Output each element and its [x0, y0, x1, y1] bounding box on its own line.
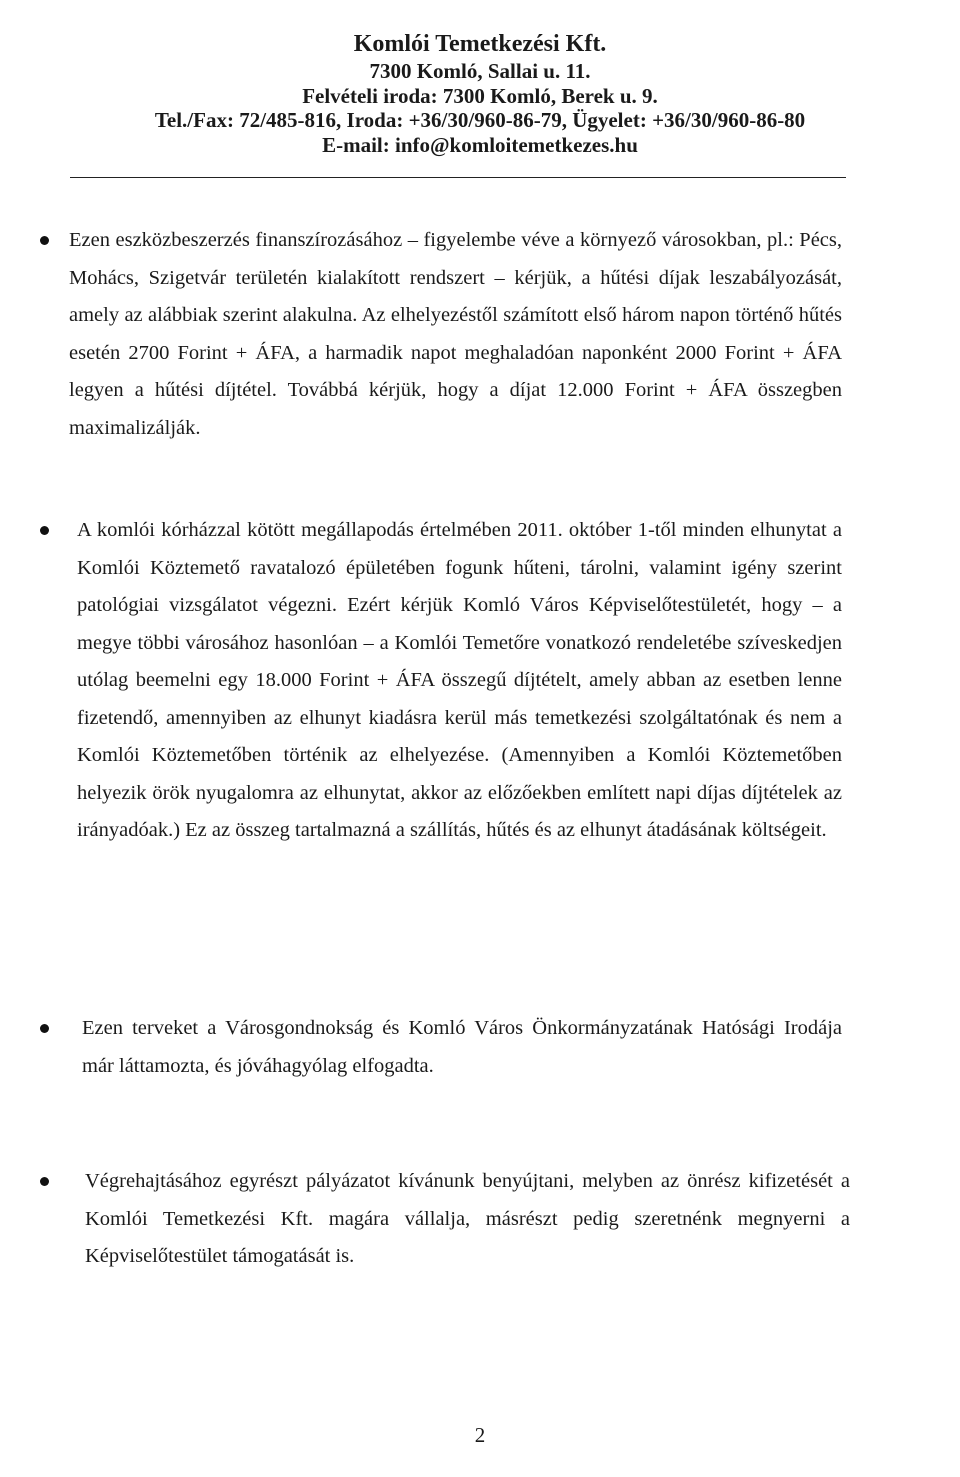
bullet-2-icon	[40, 526, 49, 535]
bullet-1-icon	[40, 236, 49, 245]
paragraph-cooling-fees: Ezen eszközbeszerzés finanszírozásához – figyelembe véve a környező városokban, pl.: Pécs, Mohács, Szigetvár területén kialakított rendszert – kérjük, a hűtési díjak leszabályozását, amely az alábbiak szerint alakulna. Az elhelyezéstől számított első három napon történő hűtés esetén 2700 Forint + ÁFA, a harmadik napot meghaladóan naponként 2000 Forint + ÁFA legyen a hűtési díjtétel. Továbbá kérjük, hogy a díjat 12.000 Forint + ÁFA összegben maximalizálják.	[69, 229, 842, 439]
email-address: E-mail: info@komloitemetkezes.hu	[322, 132, 638, 157]
office-address: Felvételi iroda: 7300 Komló, Berek u. 9.	[302, 83, 658, 108]
bullet-3-icon	[40, 1024, 49, 1033]
header-divider	[70, 177, 846, 178]
letterhead	[0, 30, 960, 157]
company-name: Komlói Temetkezési Kft.	[353, 31, 607, 57]
paragraph-approval: Ezen terveket a Városgondnokság és Komló Város Önkormányzatának Hatósági Irodája már láttamozta, és jóváhagyólag elfogadta.	[82, 1017, 842, 1077]
company-address: 7300 Komló, Sallai u. 11.	[369, 59, 591, 83]
bullet-4-icon	[40, 1177, 49, 1186]
phone-numbers: Tel./Fax: 72/485-816, Iroda: +36/30/960-86-79, Ügyelet: +36/30/960-86-80	[154, 108, 806, 132]
paragraph-implementation: Végrehajtásához egyrészt pályázatot kívánunk benyújtani, melyben az önrész kifizetését a Komlói Temetkezési Kft. magára vállalja, másrészt pedig szeretnénk megnyerni a Képviselőtestület támogatását is.	[85, 1170, 850, 1267]
paragraph-hospital-agreement: A komlói kórházzal kötött megállapodás értelmében 2011. október 1-től minden elhunytat a Komlói Köztemető ravatalozó épületében fogunk hűteni, tárolni, valamint igény szerint patológiai vizsgálatot végezni. Ezért kérjük Komló Város Képviselőtestületét, hogy – a megye többi városához hasonlóan – a Komlói Temetőre vonatkozó rendeletébe szíveskedjen utólag beemelni egy 18.000 Forint + ÁFA összegű díjtételt, amely abban az esetben lenne fizetendő, amennyiben az elhunyt kiadásra kerül más temetkezési szolgáltatónak és nem a Komlói Köztemetőben történik az elhelyezése. (Amennyiben a Komlói Köztemetőben helyezik örök nyugalomra az elhunytat, akkor az előzőekben említett napi díjas díjtételek az irányadóak.) Ez az összeg tartalmazná a szállítás, hűtés és az elhunyt átadásának költségeit.	[77, 519, 842, 841]
page-number: 2	[474, 1423, 486, 1447]
